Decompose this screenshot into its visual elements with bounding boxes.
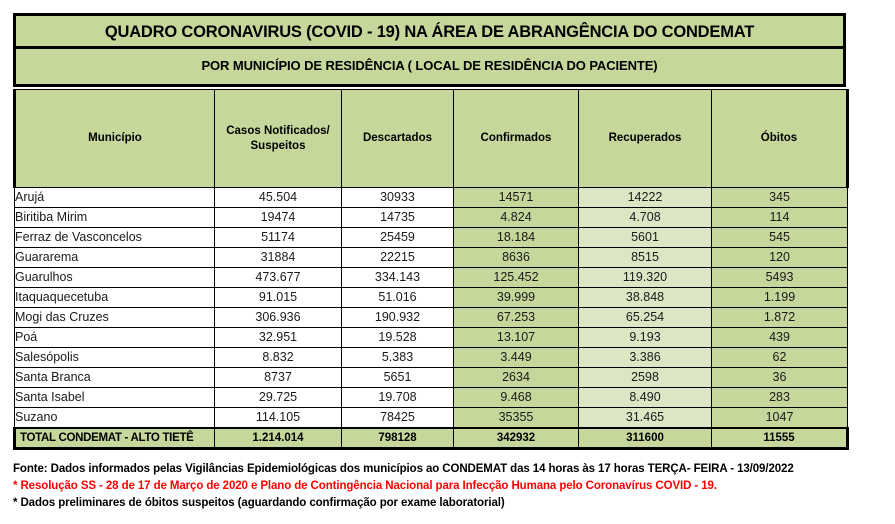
page-subtitle: POR MUNICÍPIO DE RESIDÊNCIA ( LOCAL DE RESIDÊNCIA DO PACIENTE) [13, 49, 846, 87]
page-title: QUADRO CORONAVIRUS (COVID - 19) NA ÁREA DE ABRANGÊNCIA DO CONDEMAT [13, 13, 846, 49]
table-cell-confirmados: 9.468 [454, 388, 579, 408]
table-cell-casos: 8737 [215, 368, 342, 388]
table-cell-recuperados: 5601 [579, 228, 712, 248]
table-cell-obitos: 62 [712, 348, 848, 368]
table-cell-obitos: 1.872 [712, 308, 848, 328]
report-sheet [13, 13, 846, 450]
table-cell-municipio: Santa Branca [15, 368, 215, 388]
column-header-obitos: Óbitos [712, 90, 848, 188]
table-cell-confirmados: 18.184 [454, 228, 579, 248]
table-cell-municipio: Poá [15, 328, 215, 348]
table-cell-casos: 51174 [215, 228, 342, 248]
table-cell-recuperados: 38.848 [579, 288, 712, 308]
table-cell-obitos: 114 [712, 208, 848, 228]
table-cell-confirmados: 2634 [454, 368, 579, 388]
table-cell-municipio: Arujá [15, 188, 215, 208]
table-header-row [15, 90, 848, 188]
table-cell-municipio: Guarulhos [15, 268, 215, 288]
table-cell-recuperados: 65.254 [579, 308, 712, 328]
table-total-confirmados: 342932 [454, 428, 579, 449]
table-total-recuperados: 311600 [579, 428, 712, 449]
column-header-casos-line2: Suspeitos [250, 139, 306, 152]
footnotes [13, 461, 883, 512]
table-total-municipio: TOTAL CONDEMAT - ALTO TIETÊ [15, 428, 215, 449]
table-cell-obitos: 120 [712, 248, 848, 268]
table-header [15, 90, 848, 188]
column-header-confirmados: Confirmados [454, 90, 579, 188]
table-cell-confirmados: 4.824 [454, 208, 579, 228]
table-cell-confirmados: 8636 [454, 248, 579, 268]
table-row [15, 308, 848, 328]
table-row [15, 248, 848, 268]
table-cell-recuperados: 14222 [579, 188, 712, 208]
table-cell-recuperados: 9.193 [579, 328, 712, 348]
table-cell-confirmados: 125.452 [454, 268, 579, 288]
table-cell-obitos: 439 [712, 328, 848, 348]
table-cell-recuperados: 119.320 [579, 268, 712, 288]
table-cell-descartados: 22215 [342, 248, 454, 268]
column-header-descartados: Descartados [342, 90, 454, 188]
table-cell-casos: 19474 [215, 208, 342, 228]
table-row [15, 288, 848, 308]
table-cell-confirmados: 3.449 [454, 348, 579, 368]
table-cell-casos: 29.725 [215, 388, 342, 408]
table-row [15, 208, 848, 228]
table-total-row [15, 428, 848, 449]
table-cell-confirmados: 13.107 [454, 328, 579, 348]
table-cell-municipio: Biritiba Mirim [15, 208, 215, 228]
table-cell-confirmados: 35355 [454, 408, 579, 429]
table-cell-casos: 306.936 [215, 308, 342, 328]
table-total-obitos: 11555 [712, 428, 848, 449]
table-cell-municipio: Santa Isabel [15, 388, 215, 408]
table-cell-obitos: 5493 [712, 268, 848, 288]
table-cell-casos: 114.105 [215, 408, 342, 429]
table-cell-municipio: Mogi das Cruzes [15, 308, 215, 328]
column-header-recuperados: Recuperados [579, 90, 712, 188]
footnote-resolution: * Resolução SS - 28 de 17 de Março de 2020 e Plano de Contingência Nacional para Infecção Humana pelo Coronavírus COVID - 19. [13, 480, 717, 492]
covid-data-table [13, 89, 849, 450]
footnote-source: Fonte: Dados informados pelas Vigilâncias Epidemiológicas dos municípios ao CONDEMAT das 14 horas às 17 horas TERÇA- FEIRA - 13/09/2022 [13, 463, 794, 475]
table-cell-recuperados: 2598 [579, 368, 712, 388]
table-cell-confirmados: 39.999 [454, 288, 579, 308]
table-cell-municipio: Suzano [15, 408, 215, 429]
table-cell-recuperados: 31.465 [579, 408, 712, 429]
table-cell-recuperados: 4.708 [579, 208, 712, 228]
table-cell-obitos: 545 [712, 228, 848, 248]
table-total-descartados: 798128 [342, 428, 454, 449]
table-cell-descartados: 51.016 [342, 288, 454, 308]
table-cell-obitos: 1047 [712, 408, 848, 429]
table-cell-municipio: Guararema [15, 248, 215, 268]
table-cell-municipio: Salesópolis [15, 348, 215, 368]
table-cell-obitos: 283 [712, 388, 848, 408]
table-cell-recuperados: 3.386 [579, 348, 712, 368]
table-cell-recuperados: 8515 [579, 248, 712, 268]
table-row [15, 368, 848, 388]
table-row [15, 348, 848, 368]
table-cell-casos: 473.677 [215, 268, 342, 288]
table-cell-casos: 91.015 [215, 288, 342, 308]
table-row [15, 328, 848, 348]
table-cell-descartados: 78425 [342, 408, 454, 429]
table-row [15, 388, 848, 408]
table-cell-descartados: 25459 [342, 228, 454, 248]
table-cell-municipio: Itaquaquecetuba [15, 288, 215, 308]
table-cell-municipio: Ferraz de Vasconcelos [15, 228, 215, 248]
table-cell-casos: 31884 [215, 248, 342, 268]
column-header-casos-notificados [215, 90, 342, 188]
table-cell-recuperados: 8.490 [579, 388, 712, 408]
table-body [15, 188, 848, 449]
table-cell-casos: 8.832 [215, 348, 342, 368]
table-cell-obitos: 345 [712, 188, 848, 208]
table-cell-descartados: 190.932 [342, 308, 454, 328]
table-row [15, 228, 848, 248]
table-cell-confirmados: 67.253 [454, 308, 579, 328]
table-cell-descartados: 19.528 [342, 328, 454, 348]
footnote-preliminary: * Dados preliminares de óbitos suspeitos (aguardando confirmação por exame laboratorial) [13, 497, 505, 509]
table-row [15, 408, 848, 429]
table-row [15, 268, 848, 288]
table-cell-descartados: 5.383 [342, 348, 454, 368]
table-total-casos: 1.214.014 [215, 428, 342, 449]
table-cell-obitos: 36 [712, 368, 848, 388]
table-cell-descartados: 30933 [342, 188, 454, 208]
table-row [15, 188, 848, 208]
column-header-casos-line1: Casos Notificados/ [226, 125, 330, 138]
table-cell-descartados: 334.143 [342, 268, 454, 288]
table-cell-confirmados: 14571 [454, 188, 579, 208]
table-cell-descartados: 5651 [342, 368, 454, 388]
table-cell-casos: 45.504 [215, 188, 342, 208]
table-cell-obitos: 1.199 [712, 288, 848, 308]
table-cell-descartados: 19.708 [342, 388, 454, 408]
table-cell-descartados: 14735 [342, 208, 454, 228]
table-cell-casos: 32.951 [215, 328, 342, 348]
column-header-municipio: Município [15, 90, 215, 188]
